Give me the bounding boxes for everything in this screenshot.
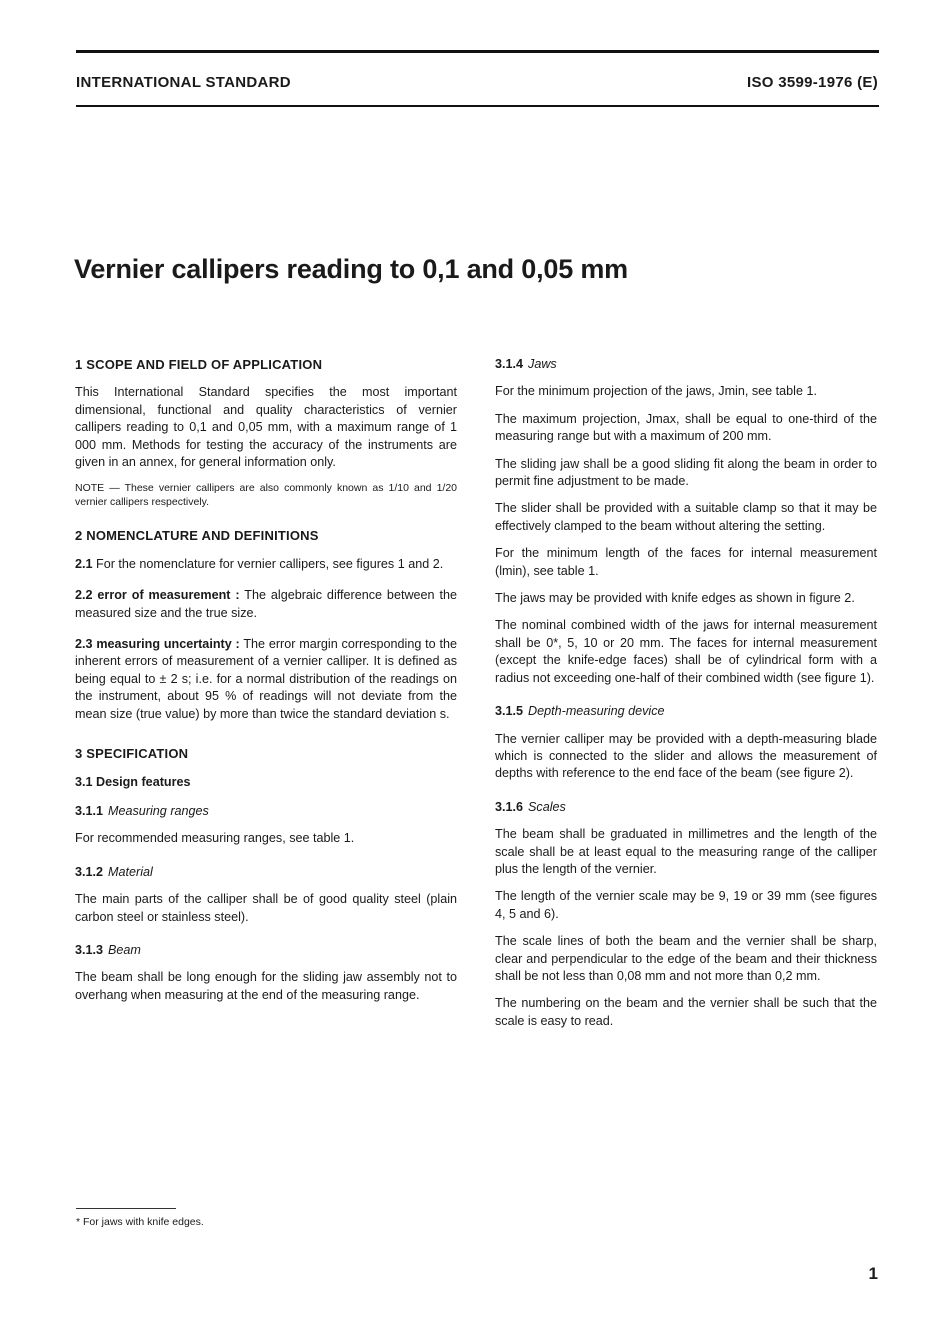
jaws-paragraph-7: The nominal combined width of the jaws for internal measurement shall be 0*, 5, 10 or 20 mm. The faces for internal measurement (except the knife-edge faces) shall be of cylindrical form with a radius not exceeding one-half of their combined width (see figure 1). bbox=[495, 618, 877, 685]
section-3-1-3-number: 3.1.3 bbox=[75, 942, 104, 957]
section-3-1-6-heading bbox=[495, 799, 877, 816]
section-1-note: NOTE — These vernier callipers are also commonly known as 1/10 and 1/20 vernier callipers respectively. bbox=[75, 482, 457, 509]
section-3-1-1-text: For recommended measuring ranges, see table 1. bbox=[75, 831, 355, 846]
definition-2-2-term: 2.2 error of measurement : bbox=[75, 588, 240, 603]
header-right: ISO 3599-1976 (E) bbox=[746, 74, 878, 91]
section-3-1-6-number: 3.1.6 bbox=[495, 799, 524, 814]
section-1-paragraph: This International Standard specifies the most important dimensional, functional and quality characteristics of vernier callipers reading to 0,1 and 0,05 mm, with a maximum range of 1 000 mm. Methods for testing the accuracy of the instruments are given in an annex, for general information only. bbox=[75, 385, 457, 470]
section-3-1-1-heading bbox=[75, 803, 457, 820]
section-3-1-2-number: 3.1.2 bbox=[75, 864, 104, 879]
section-3-1-1-title: Measuring ranges bbox=[108, 803, 209, 818]
depth-paragraph: The vernier calliper may be provided with a depth-measuring blade which is connected to the slider and allows the measurement of depths with reference to the end face of the beam (see figure 2). bbox=[495, 731, 877, 781]
section-3-1-2-heading bbox=[75, 864, 457, 881]
definition-2-3-term: 2.3 measuring uncertainty : bbox=[75, 637, 240, 652]
document-title: Vernier callipers reading to 0,1 and 0,05 mm bbox=[74, 254, 628, 284]
jaws-paragraph-5: For the minimum length of the faces for internal measurement (lmin), see table 1. bbox=[495, 546, 877, 578]
section-3-1-2-title: Material bbox=[108, 864, 153, 879]
definition-2-1-text: For the nomenclature for vernier callipers, see figures 1 and 2. bbox=[96, 556, 444, 571]
section-3-1-1-number: 3.1.1 bbox=[75, 803, 104, 818]
jaws-paragraph-6: The jaws may be provided with knife edges as shown in figure 2. bbox=[495, 591, 855, 606]
definition-2-2 bbox=[75, 587, 457, 622]
section-3-1-3-text: The beam shall be long enough for the sliding jaw assembly not to overhang when measuring at the end of the measuring range. bbox=[75, 970, 457, 1002]
scales-paragraph-1: The beam shall be graduated in millimetres and the length of the scale shall be at least equal to the measuring range of the calliper plus the length of the vernier. bbox=[495, 827, 877, 876]
jaws-paragraph-2: The maximum projection, Jmax, shall be equal to one-third of the measuring range but with a maximum of 200 mm. bbox=[495, 411, 877, 444]
section-3-1-6-title: Scales bbox=[528, 799, 566, 814]
definition-2-1 bbox=[75, 556, 457, 573]
section-2-heading: 2 NOMENCLATURE AND DEFINITIONS bbox=[75, 528, 319, 544]
scales-paragraph-4: The numbering on the beam and the vernier shall be such that the scale is easy to read. bbox=[495, 996, 877, 1028]
section-3-1-4-heading bbox=[495, 356, 877, 373]
section-3-1-5-heading bbox=[495, 703, 877, 720]
right-column bbox=[495, 356, 877, 1040]
scales-paragraph-3: The scale lines of both the beam and the vernier shall be sharp, clear and perpendicular to the edge of the beam and their thickness shall be not less than 0,08 mm and not more than 0,2 mm. bbox=[495, 934, 877, 983]
section-3-heading: 3 SPECIFICATION bbox=[75, 746, 189, 762]
page-number: 1 bbox=[868, 1264, 878, 1283]
scales-paragraph-2: The length of the vernier scale may be 9, 19 or 39 mm (see figures 4, 5 and 6). bbox=[495, 889, 877, 921]
section-3-1-4-title: Jaws bbox=[528, 357, 557, 371]
section-3-1-5-title: Depth-measuring device bbox=[528, 704, 665, 719]
header-left: INTERNATIONAL STANDARD bbox=[76, 74, 291, 91]
header-bottom-rule bbox=[76, 105, 879, 107]
definition-2-2-text: The algebraic difference between the measured size and the true size. bbox=[75, 588, 457, 620]
footnote-rule bbox=[76, 1208, 176, 1209]
definition-2-1-number: 2.1 bbox=[75, 556, 93, 571]
definition-2-3 bbox=[75, 636, 457, 723]
section-3-1-3-heading bbox=[75, 942, 457, 959]
left-column bbox=[75, 356, 457, 1014]
section-3-1-heading: 3.1 Design features bbox=[75, 774, 191, 789]
footnote: * For jaws with knife edges. bbox=[76, 1216, 204, 1228]
section-3-1-4-number: 3.1.4 bbox=[495, 357, 524, 371]
definition-2-3-text: The error margin corresponding to the inherent errors of measurement of a vernier calliper. It is defined as being equal to ± 2 s; i.e. for a normal distribution of the readings on the instrument, about 95 % of readings will not deviate from the mean size (true value) by more than twice the standard deviation s. bbox=[75, 637, 457, 721]
jaws-paragraph-1: For the minimum projection of the jaws, Jmin, see table 1. bbox=[495, 384, 817, 399]
jaws-paragraph-4: The slider shall be provided with a suitable clamp so that it may be effectively clamped to the beam without altering the setting. bbox=[495, 501, 877, 533]
jaws-paragraph-3: The sliding jaw shall be a good sliding fit along the beam in order to permit fine adjustment to be made. bbox=[495, 456, 877, 489]
header-top-rule bbox=[76, 50, 879, 53]
section-3-1-5-number: 3.1.5 bbox=[495, 704, 524, 719]
section-1-heading: 1 SCOPE AND FIELD OF APPLICATION bbox=[75, 357, 323, 372]
section-3-1-2-text: The main parts of the calliper shall be of good quality steel (plain carbon steel or stainless steel). bbox=[75, 892, 457, 924]
section-3-1-3-title: Beam bbox=[108, 942, 141, 957]
